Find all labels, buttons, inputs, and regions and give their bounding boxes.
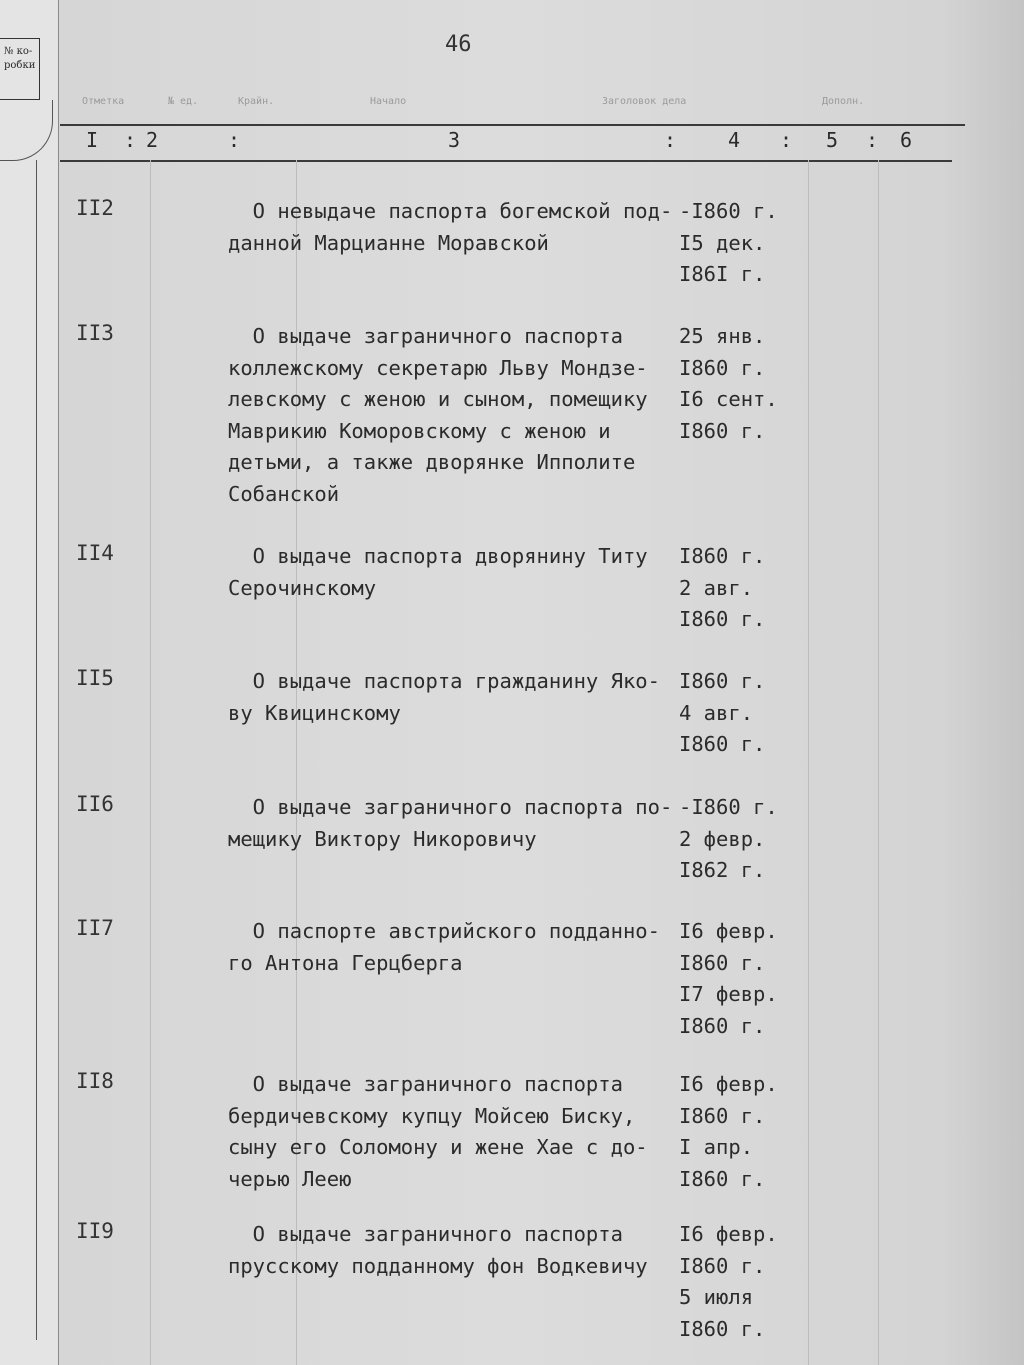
- column-number: 5: [826, 128, 839, 152]
- underlying-sheet-edge: [0, 0, 59, 1365]
- column-divider: [808, 160, 809, 1365]
- record-title: О выдаче паспорта дворянину Титу Серочинскому: [228, 544, 648, 600]
- record-dates: -I860 г. 2 февр. I862 г.: [679, 795, 778, 882]
- bleed-through-header: [62, 90, 962, 118]
- box-number-line2: робки: [4, 60, 36, 71]
- record-number: II5: [76, 666, 114, 690]
- column-number-row: [0, 128, 1024, 158]
- column-number: I: [86, 128, 99, 152]
- sheet-edge-line: [36, 160, 37, 1340]
- column-number: 3: [448, 128, 461, 152]
- page-number: 46: [445, 32, 472, 57]
- record-dates: I860 г. 4 авг. I860 г.: [679, 669, 766, 756]
- column-divider: [150, 160, 151, 1365]
- record-title: О выдаче заграничного паспорта коллежскому секретарю Льву Мондзе- левскому с женою и сыном, помещику Маврикию Коморовскому с женою и детьми, а также дворянке Ипполите Собанской: [228, 324, 648, 506]
- column-separator: :: [866, 128, 879, 152]
- column-number: 2: [146, 128, 159, 152]
- record-title: О паспорте австрийского подданно- го Антона Герцберга: [228, 919, 660, 975]
- column-divider: [878, 160, 879, 1365]
- record-dates: I6 февр. I860 г. I апр. I860 г.: [679, 1072, 778, 1191]
- box-number-line1: № ко-: [4, 46, 33, 57]
- column-number: 6: [900, 128, 913, 152]
- ghost-header-cell: Начало: [370, 96, 407, 107]
- ghost-header-cell: Отметка: [82, 96, 125, 107]
- record-title: О выдаче паспорта гражданину Яко- ву Квицинскому: [228, 669, 660, 725]
- column-separator: :: [664, 128, 677, 152]
- record-number: II7: [76, 916, 114, 940]
- record-title: О выдаче заграничного паспорта прусскому подданному фон Водкевичу: [228, 1222, 648, 1278]
- ghost-header-cell: Крайн.: [238, 96, 275, 107]
- record-dates: -I860 г. I5 дек. I86I г.: [679, 199, 778, 286]
- record-dates: I860 г. 2 авг. I860 г.: [679, 544, 766, 631]
- column-separator: :: [228, 128, 241, 152]
- box-number-header: [0, 38, 40, 100]
- column-number: 4: [728, 128, 741, 152]
- header-rule-top: [60, 124, 965, 126]
- record-dates: 25 янв. I860 г. I6 сент. I860 г.: [679, 324, 778, 443]
- ghost-header-cell: № ед.: [168, 96, 199, 107]
- column-separator: :: [780, 128, 793, 152]
- ghost-header-cell: Заголовок дела: [602, 96, 687, 107]
- record-dates: I6 февр. I860 г. 5 июля I860 г.: [679, 1222, 778, 1341]
- record-number: II8: [76, 1069, 114, 1093]
- record-number: II4: [76, 541, 114, 565]
- column-separator: :: [124, 128, 137, 152]
- record-number: II6: [76, 792, 114, 816]
- record-title: О выдаче заграничного паспорта по- мещику Виктору Никоровичу: [228, 795, 673, 851]
- header-rule-bottom: [60, 160, 952, 162]
- record-title: О невыдаче паспорта богемской под- данной Марцианне Моравской: [228, 199, 673, 255]
- record-title: О выдаче заграничного паспорта бердичевскому купцу Мойсею Биску, сыну его Соломону и жене Хае с до- черью Леею: [228, 1072, 648, 1191]
- record-dates: I6 февр. I860 г. I7 февр. I860 г.: [679, 919, 778, 1038]
- ghost-header-cell: Дополн.: [822, 96, 865, 107]
- record-number: II2: [76, 196, 114, 220]
- record-number: II9: [76, 1219, 114, 1243]
- record-number: II3: [76, 321, 114, 345]
